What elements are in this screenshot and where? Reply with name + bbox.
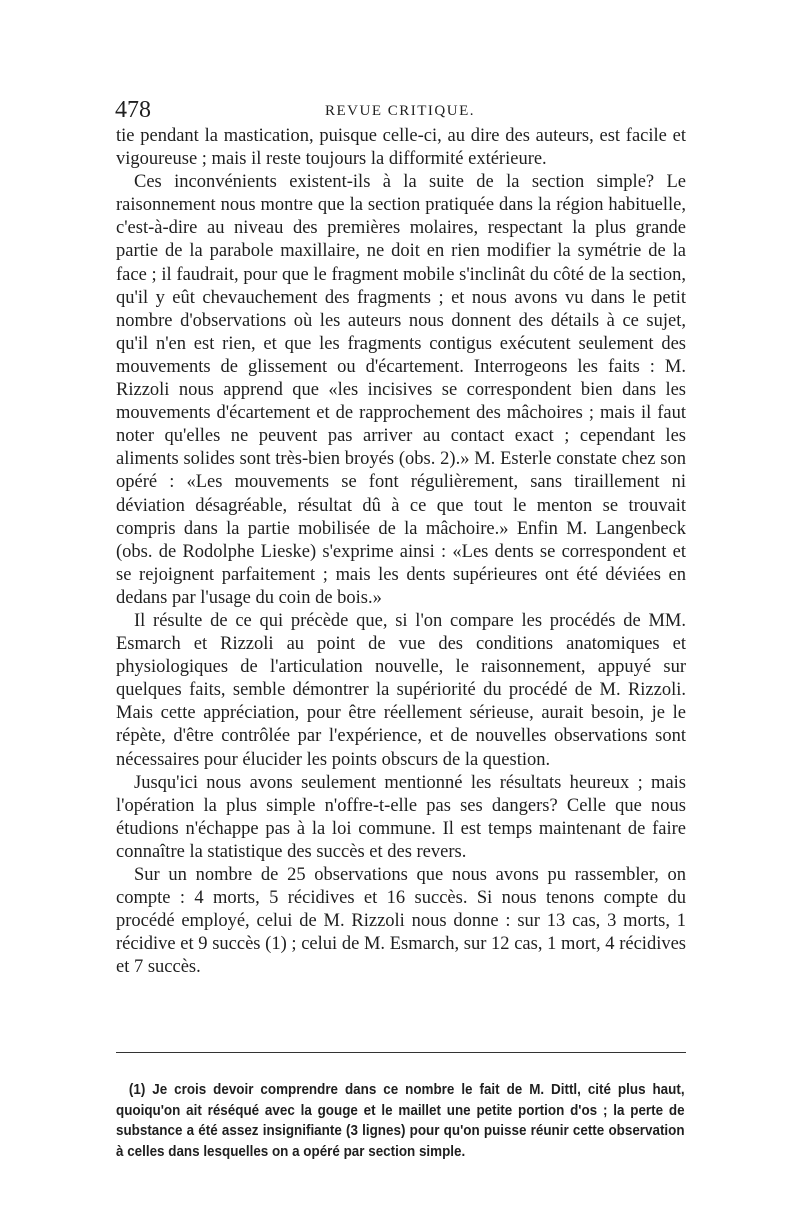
- footnote: (1) Je crois devoir comprendre dans ce nombre le fait de M. Dittl, cité plus haut, quoiqu'on ait réséqué avec la gouge et le maillet une petite portion d'os ; la perte de substance a été assez insignifiante (3 lignes) pour qu'on puisse réunir cette observation à celles dans lesquelles on a opéré par section simple.: [116, 1082, 685, 1160]
- paragraph: Il résulte de ce qui précède que, si l'on compare les procédés de MM. Esmarch et Rizzoli au point de vue des conditions anatomiques et physiologiques de l'articulation nouvelle, le raisonnement, appuyé sur quelques faits, semble démontrer la supériorité du procédé de M. Rizzoli. Mais cette appréciation, pour être réellement sérieuse, aurait besoin, je le répète, d'être contrôlée par l'expérience, et de nouvelles observations sont nécessaires pour élucider les points obscurs de la question.: [116, 610, 686, 770]
- paragraph: Ces inconvénients existent-ils à la suite de la section simple? Le raisonnement nous montre que la section pratiquée dans la région habituelle, c'est-à-dire au niveau des premières molaires, respectant la plus grande partie de la parabole maxillaire, ne doit en rien modifier la symétrie de la face ; il faudrait, pour que le fragment mobile s'inclinât du côté de la section, qu'il y eût chevauchement des fragments ; et nous avons vu dans le petit nombre d'observations où les auteurs nous donnent des détails à ce sujet, qu'il n'en est rien, et que les fragments contigus exécutent seulement des mouvements de glissement ou d'écartement. Interrogeons les faits : M. Rizzoli nous apprend que «les incisives se correspondent bien dans les mouvements d'écartement et de rapprochement des mâchoires ; mais il faut noter qu'elles ne peuvent pas arriver au contact exact ; cependant les aliments solides sont très-bien broyés (obs. 2).» M. Esterle constate chez son opéré : «Les mouvements se font régulièrement, sans tiraillement ni déviation désagréable, résultat dû à ce que tout le menton se trouvait compris dans la partie mobilisée de la mâchoire.» Enfin M. Langenbeck (obs. de Rodolphe Lieske) s'exprime ainsi : «Les dents se correspondent et se rejoignent parfaitement ; mais les dents supérieures ont été déviées en dedans par l'usage du coin de bois.»: [116, 172, 686, 608]
- paragraph: tie pendant la mastication, puisque celle-ci, au dire des auteurs, est facile et vigoureuse ; mais il reste toujours la difformité extérieure.: [116, 126, 686, 170]
- paragraph: Sur un nombre de 25 observations que nous avons pu rassembler, on compte : 4 morts, 5 récidives et 16 succès. Si nous tenons compte du procédé employé, celui de M. Rizzoli nous donne : sur 13 cas, 3 morts, 1 récidive et 9 succès (1) ; celui de M. Esmarch, sur 12 cas, 1 mort, 4 récidives et 7 succès.: [116, 865, 686, 978]
- running-title: REVUE CRITIQUE.: [325, 103, 475, 119]
- body-text: [116, 125, 686, 979]
- page-number: 478: [115, 97, 151, 123]
- paragraph: Jusqu'ici nous avons seulement mentionné les résultats heureux ; mais l'opération la plus simple n'offre-t-elle pas ses dangers? Celle que nous étudions n'échappe pas à la loi commune. Il est temps maintenant de faire connaître la statistique des succès et des revers.: [116, 772, 686, 862]
- footnote-separator: [116, 1052, 686, 1053]
